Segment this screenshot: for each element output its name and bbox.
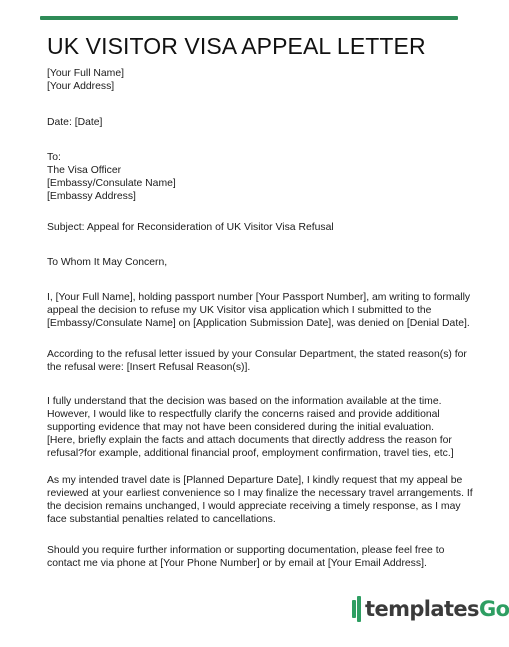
paragraph-line: I, [Your Full Name], holding passport number [Your Passport Number], am writing to formally <box>47 292 471 303</box>
paragraph-3 <box>47 395 462 460</box>
paragraph-line: reviewed at your earliest convenience so I may finalize the necessary travel arrangements. If <box>47 488 473 499</box>
paragraph-2 <box>47 348 467 374</box>
paragraph-line: Should you require further information or supporting documentation, please feel free to <box>47 545 445 556</box>
logo-text-accent: Go <box>478 597 509 621</box>
recipient-embassy-address: [Embassy Address] <box>47 191 136 202</box>
recipient-embassy-name: [Embassy/Consulate Name] <box>47 178 176 189</box>
paragraph-line: I fully understand that the decision was based on the information available at the time. <box>47 396 442 407</box>
templatesgo-logo <box>352 589 509 629</box>
recipient-block <box>47 151 462 203</box>
sender-address: [Your Address] <box>47 81 115 92</box>
logo-text <box>365 597 509 621</box>
paragraph-line: However, I would like to respectfully clarify the concerns raised and provide additional <box>47 409 440 420</box>
date-line: Date: [Date] <box>47 117 103 128</box>
paragraph-line: [Here, briefly explain the facts and attach documents that directly address the reason for <box>47 435 452 446</box>
paragraph-5 <box>47 544 462 570</box>
paragraph-4 <box>47 474 473 526</box>
date-block <box>47 116 462 129</box>
paragraph-line: refusal?for example, additional financial proof, employment confirmation, travel ties, etc.] <box>47 448 454 459</box>
paragraph-line: [Embassy/Consulate Name] on [Application Submission Date], was denied on [Denial Date]. <box>47 318 470 329</box>
subject-block <box>47 221 462 234</box>
paragraph-line: contact me via phone at [Your Phone Number] or by email at [Your Email Address]. <box>47 558 427 569</box>
paragraph-line: As my intended travel date is [Planned Departure Date], I kindly request that my appeal be <box>47 475 463 486</box>
logo-mark-icon <box>352 594 364 624</box>
paragraph-line: supporting evidence that may not have been considered during the initial evaluation. <box>47 422 435 433</box>
subject-line: Subject: Appeal for Reconsideration of UK Visitor Visa Refusal <box>47 222 334 233</box>
paragraph-line: the decision remains unchanged, I would appreciate receiving a timely response, as I may <box>47 501 461 512</box>
paragraph-line: the refusal were: [Insert Refusal Reason(s)]. <box>47 362 251 373</box>
recipient-officer: The Visa Officer <box>47 165 122 176</box>
sender-name: [Your Full Name] <box>47 68 125 79</box>
paragraph-line: According to the refusal letter issued by your Consular Department, the stated reason(s) for <box>47 349 467 360</box>
recipient-to: To: <box>47 152 61 163</box>
sender-block <box>47 67 462 93</box>
paragraph-1 <box>47 291 471 330</box>
salutation-block <box>47 256 462 269</box>
top-accent-bar <box>40 16 458 20</box>
paragraph-line: appeal the decision to refuse my UK Visitor visa application which I submitted to the <box>47 305 432 316</box>
salutation: To Whom It May Concern, <box>47 257 168 268</box>
logo-text-main: templates <box>365 597 479 621</box>
paragraph-line: face substantial penalties related to cancellations. <box>47 514 276 525</box>
letter-title: UK VISITOR VISA APPEAL LETTER <box>47 33 426 59</box>
